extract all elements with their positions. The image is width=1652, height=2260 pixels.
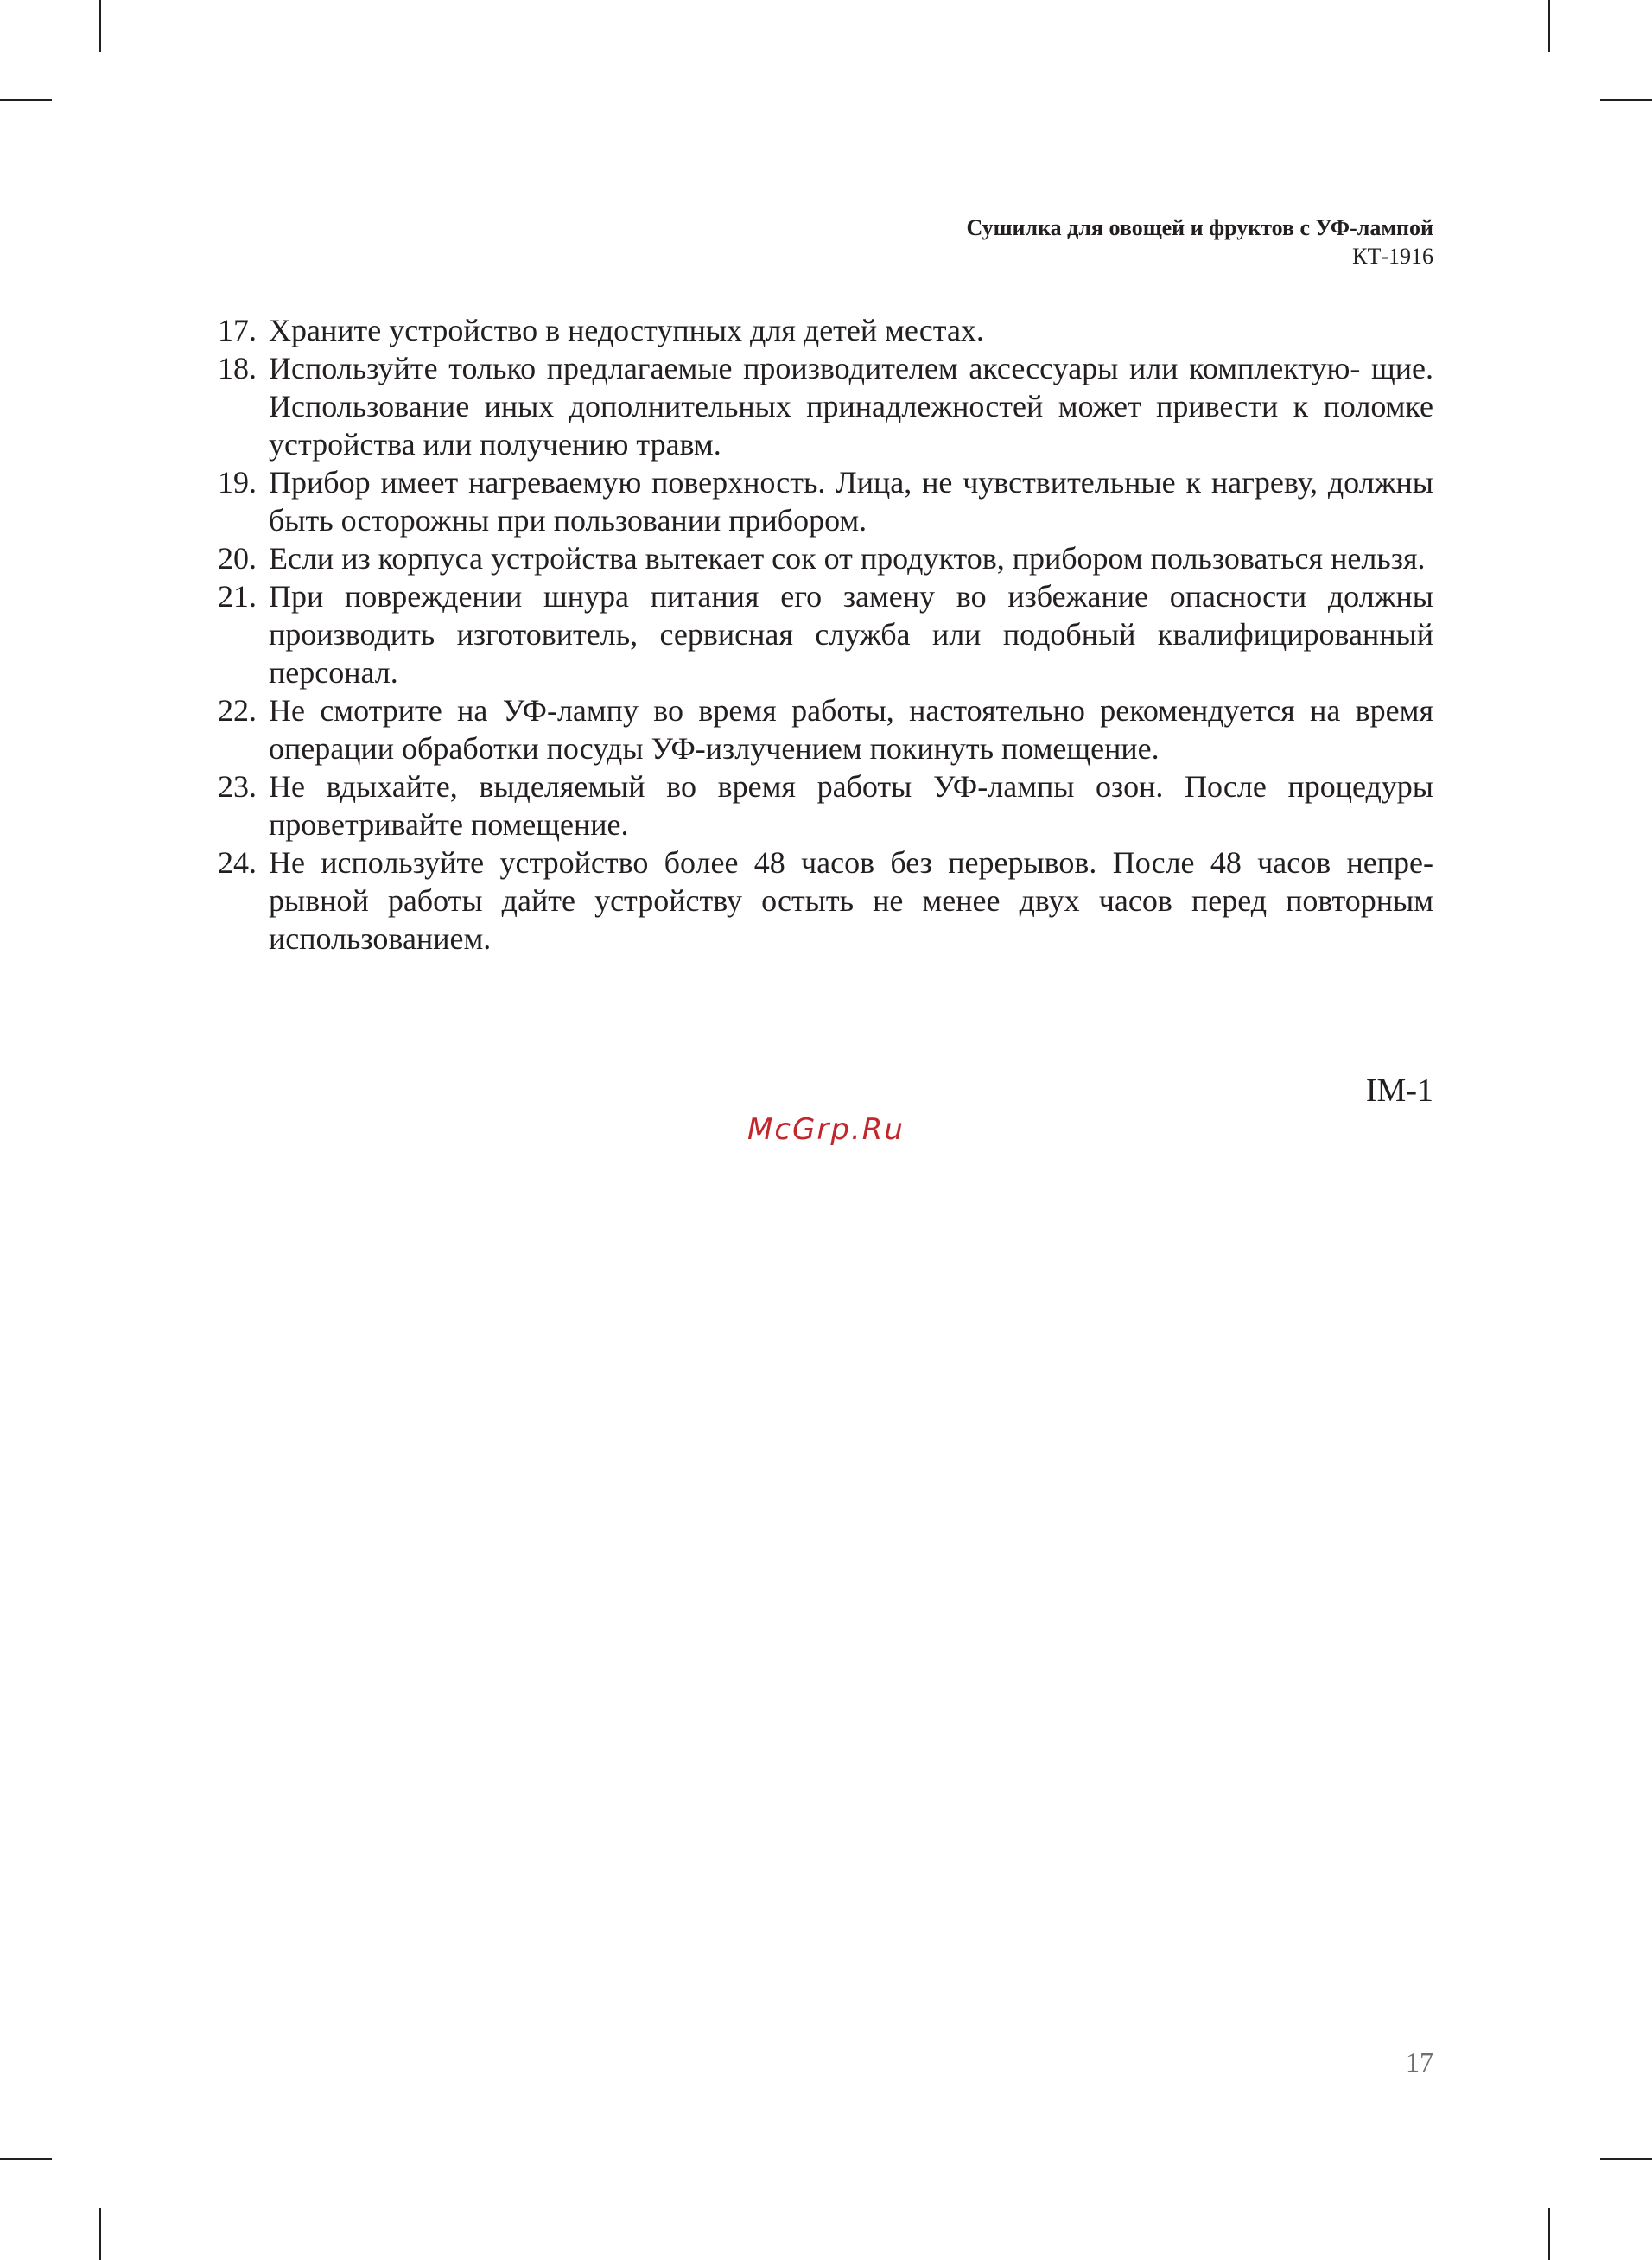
list-item: [218, 691, 1433, 767]
crop-mark-top-left: [99, 0, 101, 52]
product-title: Сушилка для овощей и фруктов с УФ-лампой: [966, 215, 1433, 240]
page-number: 17: [1406, 2047, 1433, 2078]
crop-mark-bottom-left: [99, 2208, 101, 2260]
item-text: Если из корпуса устройства вытекает сок от продуктов, прибором пользоваться нельзя.: [269, 541, 1426, 576]
item-number: 19.: [218, 465, 257, 500]
item-text: Используйте только предлагаемые производителем аксессуары или комплектую- щие. Использование иных дополнительных принадлежностей может привести к поломке устройства или получению травм.: [269, 351, 1433, 462]
safety-instructions-list: [218, 311, 1433, 958]
list-item: [218, 463, 1433, 539]
item-number: 23.: [218, 769, 257, 804]
page-header: [966, 213, 1433, 271]
watermark-text: McGrp.Ru: [747, 1112, 905, 1147]
crop-mark-bottom-right: [1548, 2208, 1550, 2260]
list-item: [218, 767, 1433, 844]
item-text: Не вдыхайте, выделяемый во время работы УФ-лампы озон. После процедуры проветривайте помещение.: [269, 769, 1433, 842]
list-item: [218, 539, 1433, 577]
crop-mark-top-right-h: [1600, 99, 1652, 101]
item-text: Храните устройство в недоступных для детей местах.: [269, 313, 984, 347]
document-code: IM-1: [1365, 1073, 1433, 1109]
crop-mark-top-left-h: [0, 99, 52, 101]
item-text: При повреждении шнура питания его замену во избежание опасности должны производить изготовитель, сервисная служба или подобный квалифицированный персонал.: [269, 579, 1433, 690]
list-item: [218, 577, 1433, 691]
item-text: Не используйте устройство более 48 часов без перерывов. После 48 часов непре- рывной работы дайте устройству остыть не менее двух часов перед повторным использованием.: [269, 845, 1433, 956]
product-model: КТ-1916: [1352, 244, 1433, 269]
list-item: [218, 349, 1433, 463]
item-number: 18.: [218, 351, 257, 385]
crop-mark-bottom-left-h: [0, 2158, 52, 2160]
item-number: 24.: [218, 845, 257, 880]
item-text: Не смотрите на УФ-лампу во время работы, настоятельно рекомендуется на время операции обработки посуды УФ-излучением покинуть помещение.: [269, 693, 1433, 766]
list-item: [218, 844, 1433, 958]
list-item: [218, 311, 1433, 349]
item-number: 20.: [218, 541, 257, 576]
item-number: 17.: [218, 313, 257, 347]
item-text: Прибор имеет нагреваемую поверхность. Лица, не чувствительные к нагреву, должны быть осторожны при пользовании прибором.: [269, 465, 1433, 538]
item-number: 21.: [218, 579, 257, 614]
item-number: 22.: [218, 693, 257, 728]
crop-mark-top-right: [1548, 0, 1550, 52]
crop-mark-bottom-right-h: [1600, 2158, 1652, 2160]
